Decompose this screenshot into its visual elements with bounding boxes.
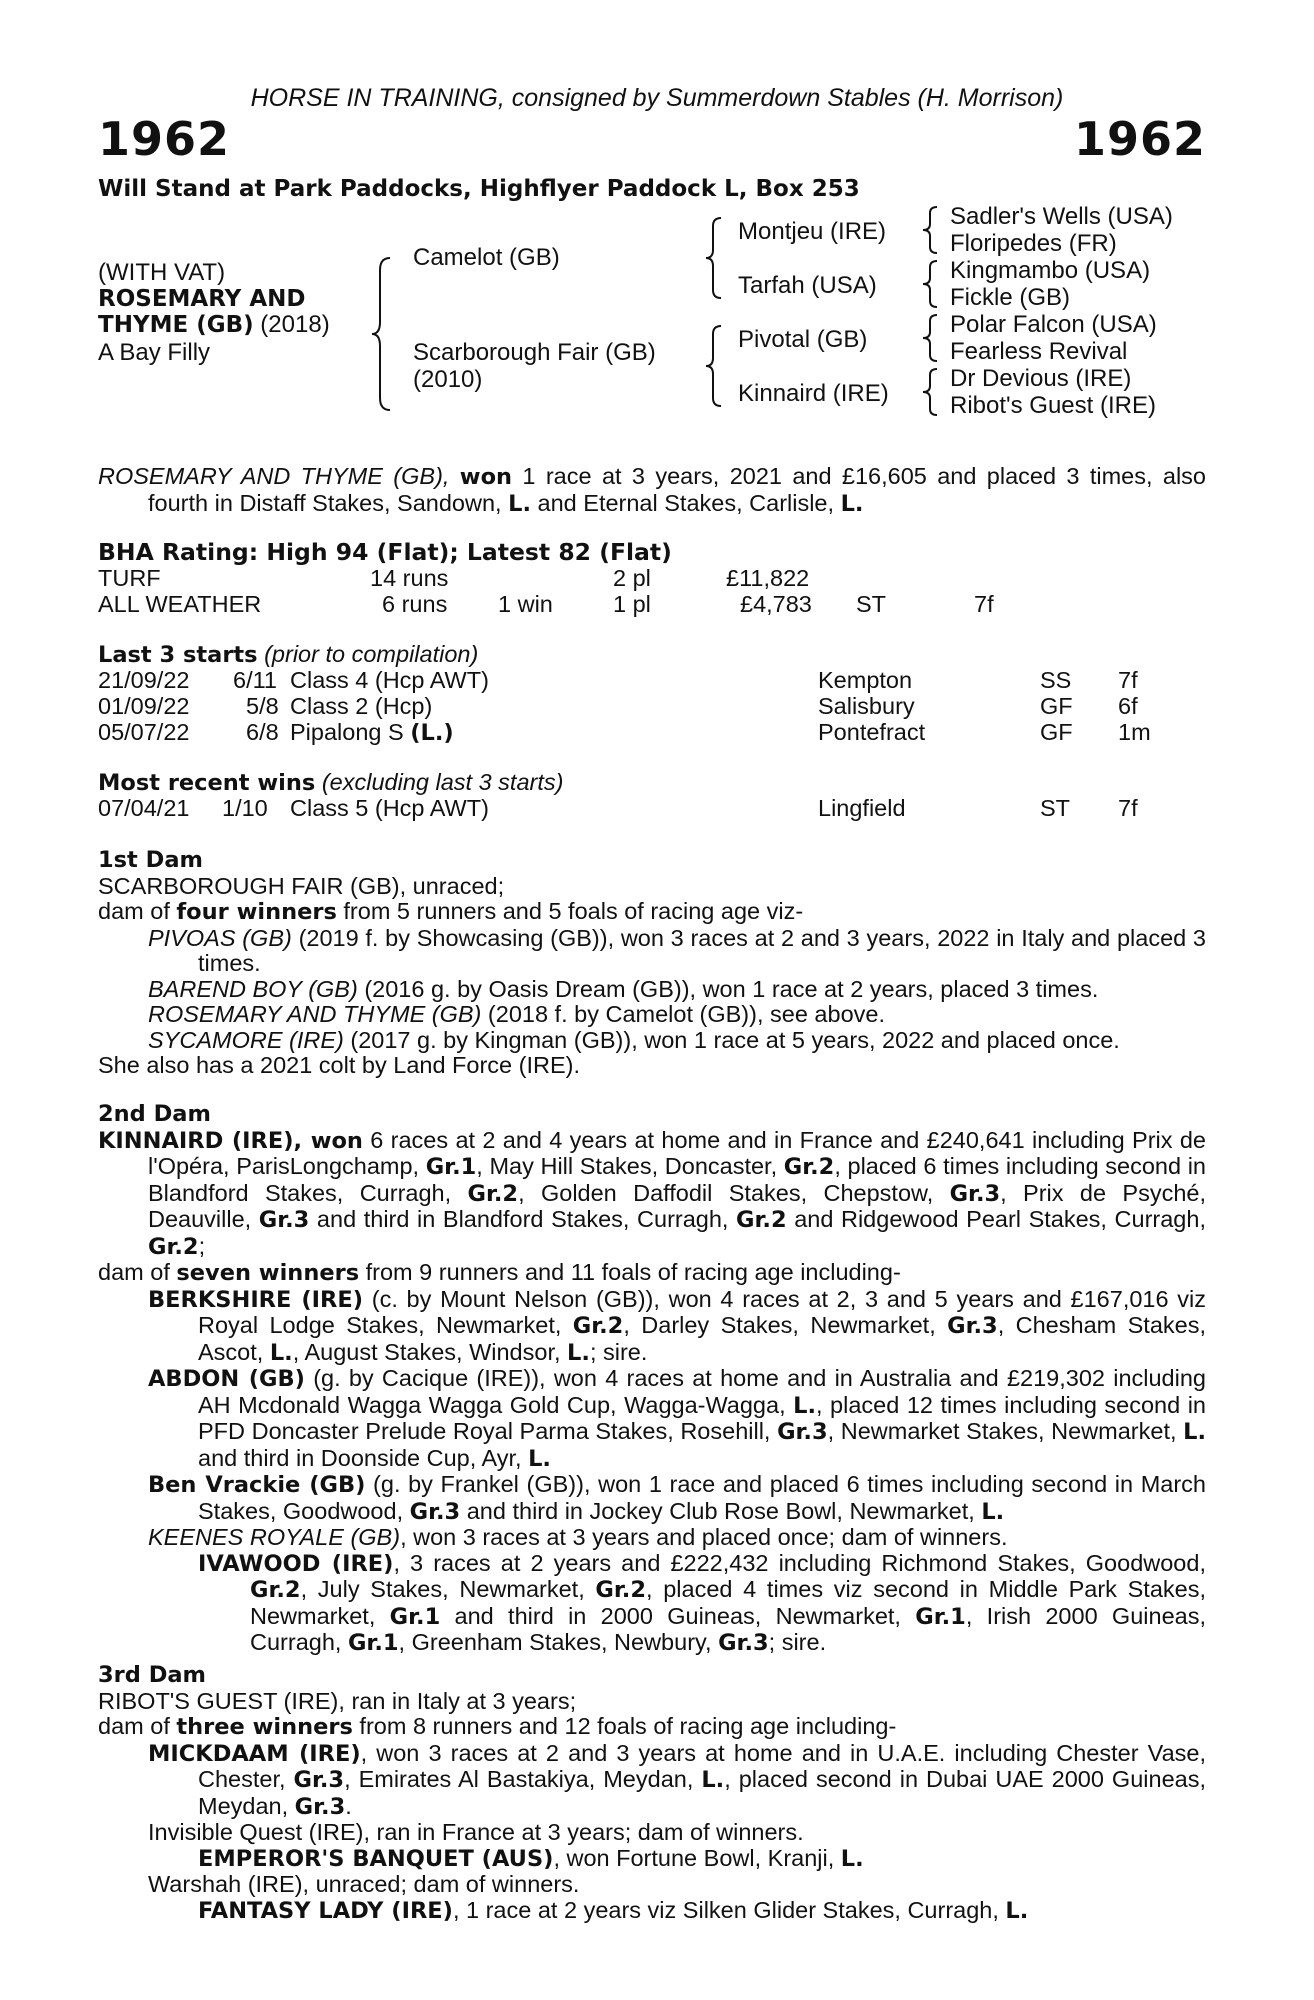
t: . bbox=[345, 1792, 352, 1819]
progeny-text: (2019 f. by Showcasing (GB)), won 3 races at 2 and 3 years, 2022 in Italy and placed 3 times. bbox=[198, 924, 1206, 976]
t: dam of bbox=[98, 1259, 177, 1285]
rating-wins: 1 win bbox=[498, 591, 553, 617]
t: , Emirates Al Bastakiya, Meydan, bbox=[344, 1766, 702, 1792]
progeny-name: IVAWOOD (IRE) bbox=[198, 1550, 394, 1577]
win-going: ST bbox=[1040, 795, 1071, 821]
progeny-name: ABDON (GB) bbox=[148, 1366, 305, 1392]
second-dam-section bbox=[98, 1102, 1206, 1657]
grade: Gr.3 bbox=[949, 1180, 1001, 1207]
start-date: 21/09/22 bbox=[98, 667, 190, 693]
t: , placed second in Dubai UAE 2000 Guineas, Meydan, bbox=[198, 1766, 1206, 1819]
dam-line1: Scarborough Fair (GB) bbox=[413, 339, 656, 366]
grade: Gr.2 bbox=[250, 1577, 301, 1603]
start-distance: 6f bbox=[1118, 693, 1138, 719]
grade: Gr.3 bbox=[293, 1767, 345, 1793]
sire-dam: Tarfah (USA) bbox=[738, 272, 877, 299]
progeny-name: FANTASY LADY (IRE) bbox=[198, 1897, 453, 1924]
first-dam-name: SCARBOROUGH FAIR (GB), unraced; bbox=[98, 872, 505, 899]
t: (g. by Frankel (GB)), won 1 race and placed 6 times including second in March Stakes, Goodwood, bbox=[198, 1471, 1207, 1524]
start-course: Salisbury bbox=[818, 693, 915, 719]
progeny-text: (2018 f. by Camelot (GB)), see above. bbox=[481, 1001, 885, 1027]
listed: L. bbox=[528, 1445, 551, 1472]
t: from 9 runners and 11 foals of racing age including- bbox=[359, 1259, 901, 1285]
horse-foaled: (2018) bbox=[253, 311, 330, 338]
brace-sire bbox=[704, 216, 724, 300]
text: dam of bbox=[98, 898, 177, 924]
rating-distance: 7f bbox=[974, 591, 994, 617]
dds: Dr Devious (IRE) bbox=[950, 365, 1132, 392]
second-dam-entry bbox=[98, 1128, 1206, 1261]
brace-ds bbox=[920, 313, 940, 363]
winners-count: three winners bbox=[176, 1714, 353, 1740]
rating-placed: 2 pl bbox=[613, 565, 651, 591]
t: , won 3 races at 2 and 3 years at home and in U.A.E. including Chester Vase, Chester, bbox=[198, 1739, 1206, 1792]
t: ; sire. bbox=[589, 1338, 648, 1365]
start-distance: 1m bbox=[1118, 719, 1151, 745]
grade: Gr.2 bbox=[783, 1154, 835, 1180]
sds: Kingmambo (USA) bbox=[950, 257, 1151, 284]
grand-progeny-entry bbox=[98, 1551, 1206, 1657]
progeny-entry bbox=[98, 1287, 1206, 1367]
third-dam-record bbox=[98, 1714, 1206, 1741]
grade: Gr.2 bbox=[148, 1233, 199, 1260]
last3-heading-italic: (prior to compilation) bbox=[257, 641, 479, 667]
horse-description: A Bay Filly bbox=[98, 339, 211, 366]
progeny-entry bbox=[98, 1741, 1206, 1821]
grand-progeny-entry bbox=[98, 1846, 1206, 1873]
start-race-text: Pipalong S bbox=[290, 719, 411, 745]
progeny-name: SYCAMORE (IRE) bbox=[148, 1026, 344, 1053]
start-course: Kempton bbox=[818, 667, 913, 693]
t: , won Fortune Bowl, Kranji, bbox=[553, 1844, 841, 1871]
start-race: Class 2 (Hcp) bbox=[290, 693, 433, 719]
progeny-name: BAREND BOY (GB) bbox=[148, 975, 358, 1002]
ssd: Floripedes (FR) bbox=[950, 230, 1117, 257]
grade: Gr.1 bbox=[915, 1603, 966, 1630]
lot-number-right: 1962 bbox=[1073, 112, 1206, 166]
progeny-name: BERKSHIRE (IRE) bbox=[148, 1286, 364, 1313]
vat-note: (WITH VAT) bbox=[98, 259, 226, 286]
t: , 3 races at 2 years and £222,432 including Richmond Stakes, Goodwood, bbox=[393, 1549, 1206, 1576]
rating-surface: TURF bbox=[98, 565, 161, 591]
brace-ss bbox=[920, 205, 940, 255]
start-race: Class 4 (Hcp AWT) bbox=[290, 667, 489, 693]
wins-heading-italic: (excluding last 3 starts) bbox=[315, 769, 564, 795]
sss: Sadler's Wells (USA) bbox=[950, 203, 1173, 230]
grade: Gr.1 bbox=[347, 1630, 399, 1656]
grade: Gr.3 bbox=[947, 1313, 998, 1339]
rating-surface: ALL WEATHER bbox=[98, 591, 262, 617]
t: and third in Jockey Club Rose Bowl, Newmarket, bbox=[460, 1497, 982, 1524]
summary-listed1: L. bbox=[508, 490, 531, 517]
rating-runs: 14 runs bbox=[370, 565, 449, 591]
rating-prize: £11,822 bbox=[726, 565, 810, 591]
dss: Polar Falcon (USA) bbox=[950, 311, 1157, 338]
winners-count: seven winners bbox=[176, 1260, 360, 1286]
progeny-entry: Warshah (IRE), unraced; dam of winners. bbox=[148, 1871, 580, 1897]
progeny-entry bbox=[98, 1028, 1206, 1054]
rating-runs: 6 runs bbox=[382, 591, 448, 617]
sire-sire: Montjeu (IRE) bbox=[738, 218, 887, 245]
listed: L. bbox=[981, 1498, 1005, 1525]
dam-sire: Pivotal (GB) bbox=[738, 326, 868, 353]
last3-heading bbox=[98, 642, 478, 669]
dam-line2: (2010) bbox=[413, 366, 483, 393]
summary-text2: and Eternal Stakes, Carlisle, bbox=[531, 489, 841, 516]
progeny-name: EMPEROR'S BANQUET (AUS) bbox=[198, 1845, 554, 1872]
first-dam-also: She also has a 2021 colt by Land Force (IRE). bbox=[98, 1052, 581, 1078]
stand-location: Will Stand at Park Paddocks, Highflyer Paddock L, Box 253 bbox=[98, 176, 860, 202]
grade: Gr.2 bbox=[595, 1577, 646, 1603]
rating-going: ST bbox=[856, 591, 887, 617]
start-position: 6/8 bbox=[246, 719, 279, 745]
grade: Gr.2 bbox=[736, 1207, 787, 1233]
t: , placed 6 times including second in Blandford Stakes, Curragh, bbox=[148, 1153, 1206, 1206]
first-dam-record bbox=[98, 899, 1206, 926]
progeny-name: PIVOAS (GB) bbox=[148, 924, 292, 951]
race-summary bbox=[98, 464, 1206, 517]
sdd: Fickle (GB) bbox=[950, 284, 1070, 311]
grand-progeny-entry bbox=[98, 1898, 1206, 1925]
t: (c. by Mount Nelson (GB)), won 4 races at 2, 3 and 5 years and £167,016 viz Royal Lodge Stakes, Newmarket, bbox=[198, 1285, 1206, 1338]
brace-main bbox=[370, 256, 394, 412]
start-going: SS bbox=[1040, 667, 1072, 693]
progeny-entry bbox=[98, 1525, 1206, 1551]
grade: Gr.2 bbox=[572, 1313, 624, 1339]
progeny-entry: Invisible Quest (IRE), ran in France at 3 years; dam of winners. bbox=[148, 1819, 804, 1845]
t: from 8 runners and 12 foals of racing age including- bbox=[352, 1713, 897, 1739]
progeny-entry bbox=[98, 926, 1206, 977]
t: and third in Blandford Stakes, Curragh, bbox=[309, 1206, 737, 1232]
t: , Prix de Psyché, Deauville, bbox=[148, 1179, 1206, 1232]
third-dam-name: RIBOT'S GUEST (IRE), ran in Italy at 3 years; bbox=[98, 1687, 577, 1714]
text: from 5 runners and 5 foals of racing age viz- bbox=[336, 898, 804, 924]
wins-heading-bold: Most recent wins bbox=[98, 770, 316, 796]
t: , Newmarket Stakes, Newmarket, bbox=[827, 1418, 1184, 1444]
start-race bbox=[290, 720, 454, 747]
wins-heading bbox=[98, 770, 563, 797]
first-dam-section bbox=[98, 848, 1206, 1079]
t: , 1 race at 2 years viz Silken Glider Stakes, Curragh, bbox=[452, 1896, 1006, 1923]
start-going: GF bbox=[1040, 719, 1073, 745]
grade: Gr.1 bbox=[425, 1154, 477, 1180]
listed: L. bbox=[269, 1339, 293, 1366]
t: , May Hill Stakes, Doncaster, bbox=[476, 1153, 784, 1179]
listed: L. bbox=[701, 1767, 725, 1793]
last3-heading-bold: Last 3 starts bbox=[98, 642, 258, 668]
progeny-text: (2016 g. by Oasis Dream (GB)), won 1 race at 2 years, placed 3 times. bbox=[357, 975, 1099, 1002]
start-date: 01/09/22 bbox=[98, 693, 190, 719]
winners-count: four winners bbox=[176, 899, 337, 925]
rating-heading: BHA Rating: High 94 (Flat); Latest 82 (Flat) bbox=[98, 538, 672, 566]
progeny-name: Ben Vrackie (GB) bbox=[148, 1472, 366, 1498]
win-race: Class 5 (Hcp AWT) bbox=[290, 795, 489, 821]
third-dam-section bbox=[98, 1663, 1206, 1924]
horse-name-bold: THYME (GB) bbox=[98, 312, 254, 338]
t: and third in Doonside Cup, Ayr, bbox=[198, 1444, 529, 1471]
start-date: 05/07/22 bbox=[98, 719, 190, 745]
t: and Ridgewood Pearl Stakes, Curragh, bbox=[786, 1206, 1206, 1232]
t: ; bbox=[198, 1232, 206, 1259]
start-position: 6/11 bbox=[233, 667, 277, 693]
grade: Gr.3 bbox=[294, 1793, 346, 1820]
horse-name-line1: ROSEMARY AND bbox=[98, 286, 306, 312]
grade: Gr.2 bbox=[467, 1180, 519, 1207]
ddd: Ribot's Guest (IRE) bbox=[950, 392, 1156, 419]
consignment-line: HORSE IN TRAINING, consigned by Summerdown Stables (H. Morrison) bbox=[250, 84, 1064, 112]
t: , July Stakes, Newmarket, bbox=[300, 1576, 596, 1602]
grade: Gr.3 bbox=[258, 1207, 310, 1233]
listed: L. bbox=[840, 1845, 864, 1872]
t: and third in 2000 Guineas, Newmarket, bbox=[440, 1602, 916, 1629]
t: , won 3 races at 3 years and placed once; dam of winners. bbox=[400, 1524, 1008, 1550]
horse-name-line2 bbox=[98, 311, 330, 339]
start-course: Pontefract bbox=[818, 719, 926, 745]
listed: L. bbox=[567, 1339, 590, 1366]
sire: Camelot (GB) bbox=[413, 244, 560, 271]
dam-name: KINNAIRD (IRE), won bbox=[98, 1127, 363, 1154]
progeny-text: (2017 g. by Kingman (GB)), won 1 race at 5 years, 2022 and placed once. bbox=[343, 1026, 1120, 1053]
progeny-name: ROSEMARY AND THYME (GB) bbox=[148, 1001, 482, 1027]
t: 6 races at 2 and 4 years at home and in France and £240,641 including Prix de l'Opéra, ParisLongchamp, bbox=[148, 1126, 1206, 1179]
t: , Greenham Stakes, Newbury, bbox=[398, 1629, 719, 1655]
grade: Gr.3 bbox=[718, 1630, 769, 1656]
brace-dam bbox=[704, 324, 724, 408]
win-position: 1/10 bbox=[222, 795, 268, 821]
second-dam-heading: 2nd Dam bbox=[98, 1101, 211, 1127]
summary-name: ROSEMARY AND THYME (GB), bbox=[98, 463, 450, 489]
win-date: 07/04/21 bbox=[98, 795, 190, 821]
dsd: Fearless Revival bbox=[950, 338, 1128, 365]
listed: L. bbox=[1183, 1419, 1206, 1445]
progeny-name: MICKDAAM (IRE) bbox=[148, 1740, 361, 1767]
start-race-listed: (L.) bbox=[410, 720, 454, 746]
grade: Gr.1 bbox=[389, 1603, 441, 1630]
start-going: GF bbox=[1040, 693, 1073, 719]
start-distance: 7f bbox=[1118, 667, 1138, 693]
t: , August Stakes, Windsor, bbox=[292, 1338, 568, 1365]
t: ; sire. bbox=[768, 1629, 827, 1655]
progeny-entry bbox=[98, 977, 1206, 1003]
listed: L. bbox=[1005, 1897, 1029, 1924]
progeny-entry bbox=[98, 1002, 1206, 1028]
grade: Gr.3 bbox=[777, 1419, 828, 1445]
summary-won: won bbox=[459, 464, 513, 490]
brace-sd bbox=[920, 259, 940, 309]
first-dam-heading: 1st Dam bbox=[98, 847, 203, 873]
grade: Gr.3 bbox=[409, 1498, 461, 1525]
listed: L. bbox=[793, 1392, 817, 1419]
t: , Darley Stakes, Newmarket, bbox=[623, 1312, 948, 1338]
summary-listed2: L. bbox=[840, 490, 864, 517]
second-dam-record bbox=[98, 1260, 1206, 1287]
summary-text1: 1 race at 3 years, 2021 and £16,605 and placed 3 times, also fourth in Distaff Stakes, Sandown, bbox=[148, 463, 1206, 516]
win-distance: 7f bbox=[1118, 795, 1138, 821]
t: , Golden Daffodil Stakes, Chepstow, bbox=[518, 1179, 950, 1206]
start-position: 5/8 bbox=[246, 693, 279, 719]
dam-dam: Kinnaird (IRE) bbox=[738, 380, 889, 407]
t: dam of bbox=[98, 1713, 177, 1739]
t: , Chesham Stakes, Ascot, bbox=[198, 1312, 1206, 1365]
third-dam-heading: 3rd Dam bbox=[98, 1662, 206, 1688]
progeny-entry bbox=[98, 1366, 1206, 1472]
progeny-entry bbox=[98, 1472, 1206, 1525]
summary-paragraph bbox=[98, 464, 1206, 517]
lot-number-left: 1962 bbox=[98, 112, 231, 166]
t: , placed 12 times including second in PFD Doncaster Prelude Royal Parma Stakes, Rosehill, bbox=[198, 1391, 1206, 1444]
progeny-name: KEENES ROYALE (GB) bbox=[148, 1524, 401, 1550]
t: , placed 4 times viz second in Middle Park Stakes, Newmarket, bbox=[250, 1576, 1206, 1629]
win-course: Lingfield bbox=[818, 795, 906, 821]
t: (g. by Cacique (IRE)), won 4 races at home and in Australia and £219,302 including AH Mcdonald Wagga Wagga Gold Cup, Wagga-Wagga, bbox=[198, 1365, 1206, 1418]
rating-prize: £4,783 bbox=[740, 591, 812, 617]
brace-dd bbox=[920, 367, 940, 417]
rating-placed: 1 pl bbox=[613, 591, 651, 617]
t: , Irish 2000 Guineas, Curragh, bbox=[250, 1602, 1206, 1655]
